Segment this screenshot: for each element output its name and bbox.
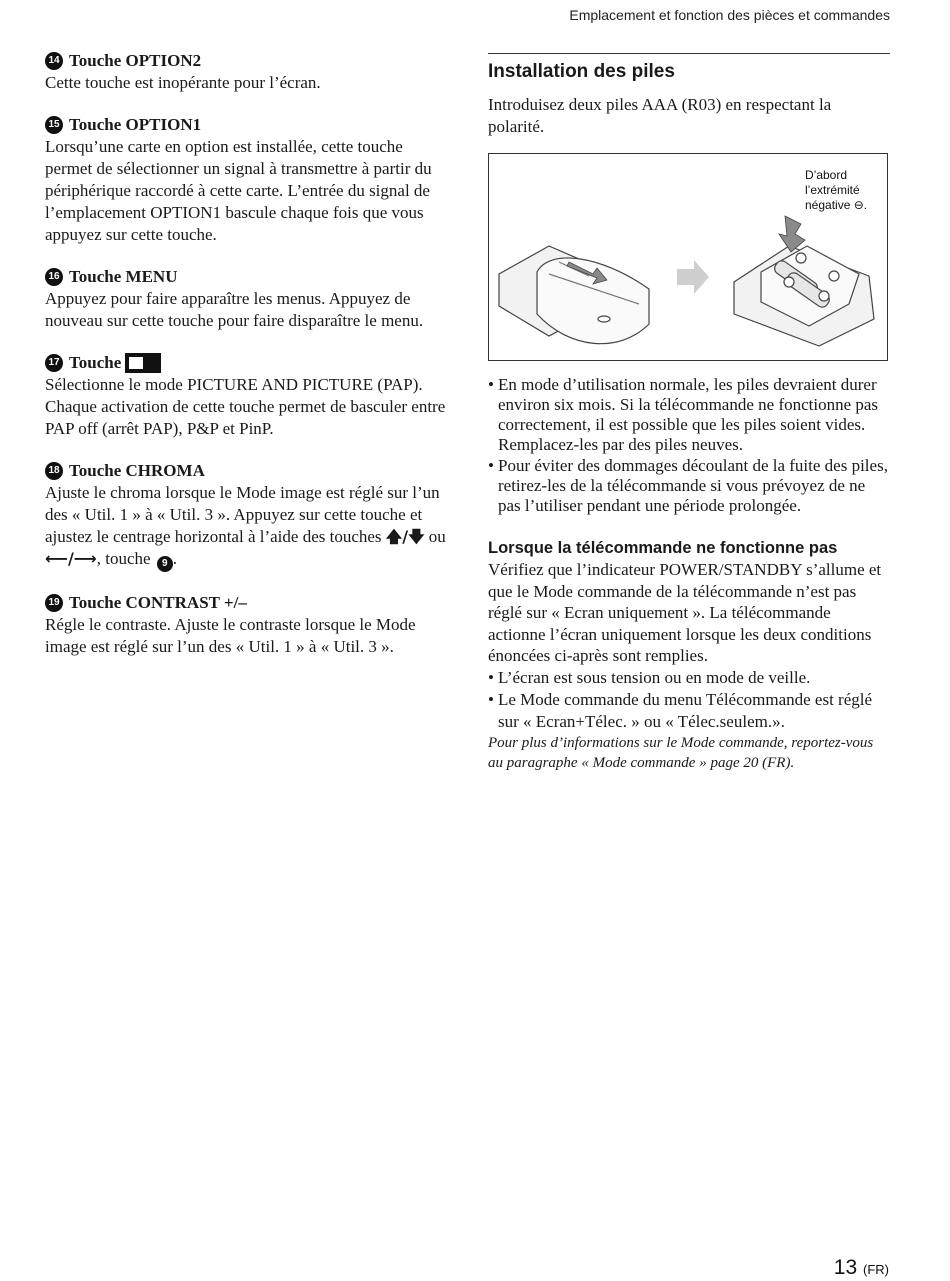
item-pap	[45, 352, 450, 440]
reference-note: Pour plus d’informations sur le Mode commande, reportez-vous au paragraphe « Mode commande » page 20 (FR).	[488, 735, 874, 771]
section-divider	[488, 53, 890, 54]
number-badge: 15	[45, 116, 63, 134]
remote-batteries-illustration	[734, 246, 874, 346]
item-option1	[45, 114, 450, 246]
number-badge: 16	[45, 268, 63, 286]
item-text	[45, 482, 450, 572]
remote-lid-open-illustration	[499, 246, 649, 344]
subsection-title: Lorsque la télécommande ne fonctionne pas	[488, 539, 838, 557]
list-item: • L’écran est sous tension ou en mode de veille.	[488, 667, 811, 687]
item-text: Sélectionne le mode PICTURE AND PICTURE (PAP). Chaque activation de cette touche permet de basculer entre PAP off (arrêt PAP), P&P et PinP.	[45, 375, 446, 438]
number-badge: 19	[45, 594, 63, 612]
item-title: Touche MENU	[69, 267, 178, 286]
right-column	[488, 50, 890, 773]
chroma-text-a: Ajuste le chroma lorsque le Mode image est réglé sur l’un des « Util. 1 » à « Util. 3 ». Appuyez sur cette touche et ajustez le centrage horizontal à l’aide des touches	[45, 483, 440, 546]
item-contrast	[45, 592, 450, 658]
page-number: 13 (FR)	[833, 1256, 889, 1279]
up-down-arrows-icon: 🡅/🡇	[385, 527, 425, 546]
insert-arrow-icon	[779, 216, 805, 252]
item-text: Régle le contraste. Ajuste le contraste lorsque le Mode image est réglé sur l’un des « Util. 1 » à « Util. 3 ».	[45, 615, 416, 656]
number-badge: 14	[45, 52, 63, 70]
item-text: Lorsqu’une carte en option est installée, cette touche permet de sélectionner un signal à transmettre à partir du périphérique raccordé à cette carte. L’entrée du signal de l’emplacement OPTION1 bascule chaque fois que vous appuyez sur cette touche.	[45, 137, 432, 244]
item-title: Touche OPTION1	[69, 115, 202, 134]
item-title: Touche CHROMA	[69, 461, 205, 480]
reference-badge: 9	[157, 556, 173, 572]
running-head: Emplacement et fonction des pièces et commandes	[569, 7, 890, 23]
item-text: Appuyez pour faire apparaître les menus. Appuyez de nouveau sur cette touche pour faire disparaître le menu.	[45, 289, 424, 330]
item-title: Touche	[69, 353, 122, 372]
conditions-list	[488, 667, 890, 733]
section-title: Installation des piles	[488, 61, 675, 82]
item-text: Cette touche est inopérante pour l’écran.	[45, 73, 321, 92]
chroma-text-c: , touche	[96, 549, 151, 568]
left-right-arrows-icon: ⟵/⟶	[45, 549, 97, 568]
chroma-text-d: .	[172, 549, 178, 568]
number-badge: 17	[45, 354, 63, 372]
item-option2	[45, 50, 450, 94]
pap-button-icon	[125, 353, 161, 373]
left-column	[45, 50, 450, 678]
figure-caption: D’abord l’extrémité négative ⊖.	[805, 168, 868, 212]
subsection-text: Vérifiez que l’indicateur POWER/STANDBY s’allume et que le Mode commande de la télécommande n’est pas réglé sur « Ecran uniquement ». La télécommande actionne l’écran uniquement lorsque les deux conditions énoncées ci-après sont remplies.	[488, 560, 882, 665]
list-item: • Le Mode commande du menu Télécommande est réglé sur « Ecran+Télec. » ou « Télec.seulem.».	[488, 690, 873, 731]
item-title: Touche CONTRAST +/–	[69, 593, 247, 612]
item-title: Touche OPTION2	[69, 51, 202, 70]
list-item: • En mode d’utilisation normale, les piles devraient durer environ six mois. Si la télécommande ne fonctionne pas correctement, il est possible que les piles soient vides. Remplacez-les par des piles neuves.	[488, 375, 879, 454]
list-item: • Pour éviter des dommages découlant de la fuite des piles, retirez-les de la télécommande si vous prévoyez de ne pas l’utiliser pendant une période prolongée.	[488, 456, 888, 515]
intro-text: Introduisez deux piles AAA (R03) en respectant la polarité.	[488, 95, 832, 136]
next-step-arrow-icon	[677, 260, 709, 294]
item-menu	[45, 266, 450, 332]
battery-notes-list	[488, 375, 890, 516]
number-badge: 18	[45, 462, 63, 480]
battery-figure	[488, 153, 888, 361]
item-chroma	[45, 460, 450, 572]
chroma-text-b: ou	[428, 527, 446, 546]
